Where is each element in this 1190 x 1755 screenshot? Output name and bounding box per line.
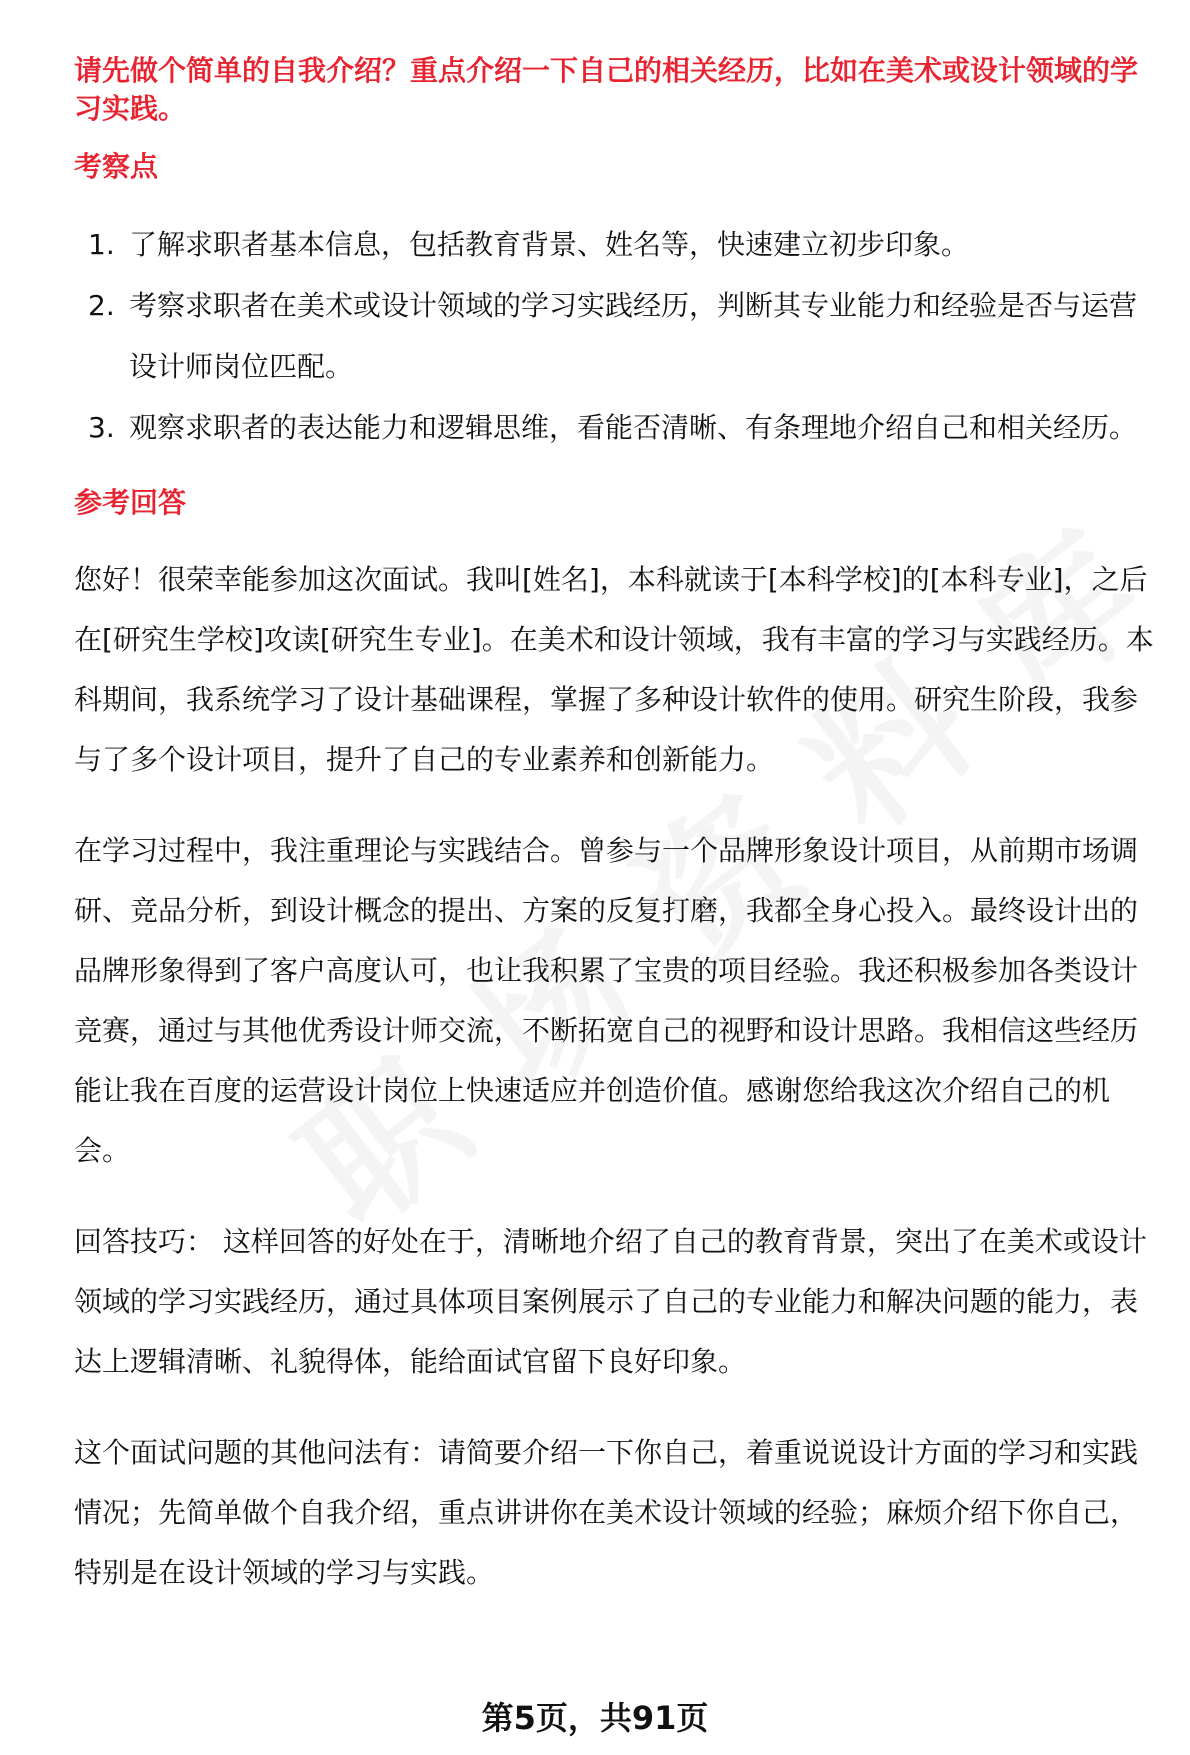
list-item: [74, 214, 1164, 275]
page-number-footer: 第5页，共91页: [481, 1699, 709, 1737]
list-item-number: 1.: [88, 228, 115, 261]
question-title: 请先做个简单的自我介绍？重点介绍一下自己的相关经历，比如在美术或设计领域的学习实践。: [74, 54, 1139, 125]
assessment-list: [74, 214, 1164, 458]
list-item-number: 3.: [88, 411, 115, 444]
content-area: [74, 52, 1164, 1603]
list-item-text: 考察求职者在美术或设计领域的学习实践经历，判断其专业能力和经验是否与运营设计师岗位匹配。: [129, 289, 1138, 383]
list-item: [74, 397, 1164, 458]
answer-paragraph: 在学习过程中，我注重理论与实践结合。曾参与一个品牌形象设计项目，从前期市场调研、竞品分析，到设计概念的提出、方案的反复打磨，我都全身心投入。最终设计出的品牌形象得到了客户高度认可，也让我积累了宝贵的项目经验。我还积极参加各类设计竞赛，通过与其他优秀设计师交流，不断拓宽自己的视野和设计思路。我相信这些经历能让我在百度的运营设计岗位上快速适应并创造价值。感谢您给我这次介绍自己的机会。: [74, 834, 1139, 1167]
assessment-heading: 考察点: [74, 150, 159, 183]
list-item: [74, 275, 1164, 397]
list-item-number: 2.: [88, 289, 115, 322]
answer-paragraph: 您好！很荣幸能参加这次面试。我叫[姓名]，本科就读于[本科学校]的[本科专业]，之后在[研究生学校]攻读[研究生专业]。在美术和设计领域，我有丰富的学习与实践经历。本科期间，我系统学习了设计基础课程，掌握了多种设计软件的使用。研究生阶段，我参与了多个设计项目，提升了自己的专业素养和创新能力。: [74, 563, 1154, 776]
list-item-text: 观察求职者的表达能力和逻辑思维，看能否清晰、有条理地介绍自己和相关经历。: [129, 411, 1138, 444]
list-item-text: 了解求职者基本信息，包括教育背景、姓名等，快速建立初步印象。: [129, 228, 970, 261]
answer-tips: 回答技巧： 这样回答的好处在于，清晰地介绍了自己的教育背景，突出了在美术或设计领域的学习实践经历，通过具体项目案例展示了自己的专业能力和解决问题的能力，表达上逻辑清晰、礼貌得体，能给面试官留下良好印象。: [74, 1225, 1147, 1378]
alternative-questions: 这个面试问题的其他问法有：请简要介绍一下你自己，着重说说设计方面的学习和实践情况；先简单做个自我介绍，重点讲讲你在美术设计领域的经验；麻烦介绍下你自己，特别是在设计领域的学习与实践。: [74, 1436, 1139, 1589]
answer-heading: 参考回答: [74, 486, 187, 519]
